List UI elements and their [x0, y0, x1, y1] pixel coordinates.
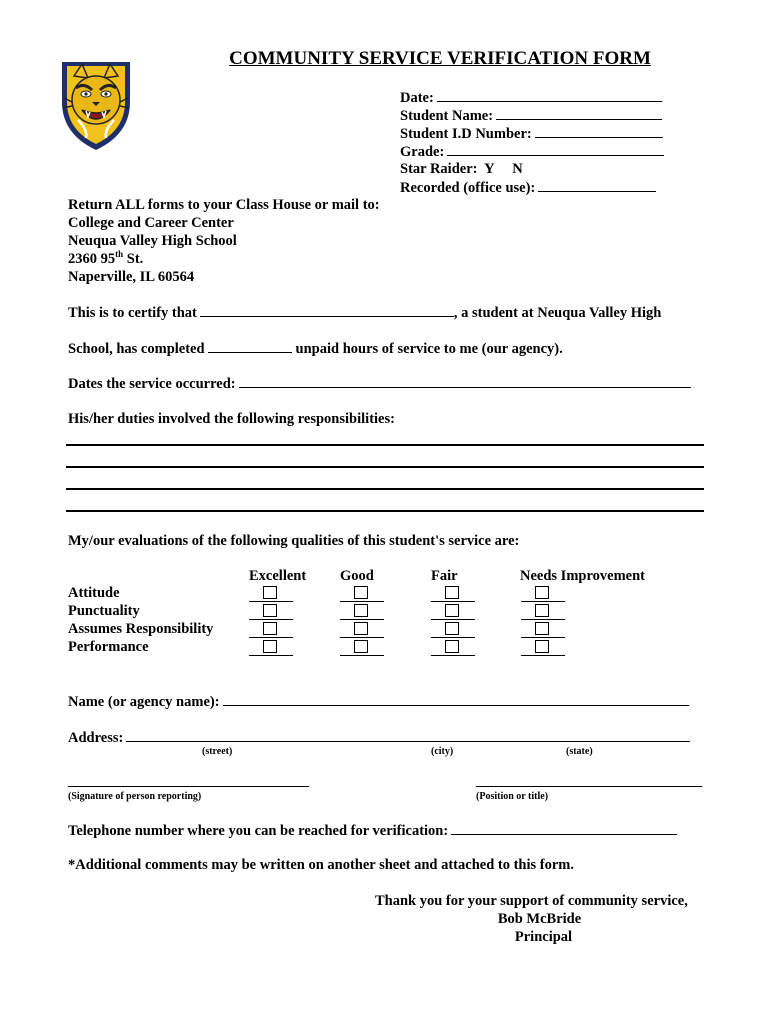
column-needs-improvement: Needs Improvement — [520, 568, 645, 584]
duties-label: His/her duties involved the following responsibilities: — [68, 411, 395, 427]
return-address-street: 2360 95th St. — [68, 249, 144, 267]
closing-thanks: Thank you for your support of community service, — [375, 893, 688, 909]
address-street-label: (street) — [202, 746, 233, 757]
punctuality-excellent-checkbox[interactable] — [249, 603, 293, 620]
student-name-blank[interactable] — [200, 304, 454, 317]
dates-field[interactable]: Dates the service occurred: — [68, 375, 691, 393]
student-id-field[interactable]: Student I.D Number: — [400, 125, 663, 143]
row-attitude: Attitude — [68, 585, 120, 601]
star-raider-field[interactable]: Star Raider: Y N — [400, 161, 523, 177]
duties-line[interactable] — [66, 488, 704, 490]
principal-name: Bob McBride — [497, 911, 582, 927]
attitude-excellent-checkbox[interactable] — [249, 585, 293, 602]
address-state-label: (state) — [566, 746, 593, 757]
hours-line: School, has completed unpaid hours of service to me (our agency). — [68, 341, 563, 357]
performance-excellent-checkbox[interactable] — [249, 639, 293, 656]
return-instruction: Return ALL forms to your Class House or mail to: — [68, 197, 380, 213]
comments-note: *Additional comments may be written on another sheet and attached to this form. — [68, 857, 574, 873]
telephone-field[interactable]: Telephone number where you can be reached for verification: — [68, 822, 677, 840]
column-good: Good — [340, 568, 374, 584]
responsibility-fair-checkbox[interactable] — [431, 621, 475, 638]
certify-line: This is to certify that , a student at Neuqua Valley High — [68, 305, 662, 321]
column-fair: Fair — [431, 568, 458, 584]
evaluation-intro: My/our evaluations of the following qualities of this student's service are: — [68, 533, 520, 549]
attitude-good-checkbox[interactable] — [340, 585, 384, 602]
responsibility-good-checkbox[interactable] — [340, 621, 384, 638]
responsibility-excellent-checkbox[interactable] — [249, 621, 293, 638]
agency-name-field[interactable]: Name (or agency name): — [68, 693, 689, 711]
attitude-fair-checkbox[interactable] — [431, 585, 475, 602]
duties-line[interactable] — [66, 444, 704, 446]
position-label: (Position or title) — [476, 791, 549, 802]
punctuality-needs-improvement-checkbox[interactable] — [521, 603, 565, 620]
student-name-field[interactable]: Student Name: — [400, 107, 662, 125]
return-address-line: Neuqua Valley High School — [68, 233, 237, 249]
performance-fair-checkbox[interactable] — [431, 639, 475, 656]
return-address-line: College and Career Center — [68, 215, 234, 231]
return-address-city: Naperville, IL 60564 — [68, 269, 195, 285]
duties-line[interactable] — [66, 466, 704, 468]
wildcat-crest-logo — [58, 58, 134, 152]
hours-blank[interactable] — [208, 340, 292, 353]
row-assumes-responsibility: Assumes Responsibility — [68, 621, 214, 637]
performance-needs-improvement-checkbox[interactable] — [521, 639, 565, 656]
column-excellent: Excellent — [249, 568, 307, 584]
punctuality-fair-checkbox[interactable] — [431, 603, 475, 620]
signature-line[interactable] — [68, 786, 309, 787]
row-punctuality: Punctuality — [68, 603, 140, 619]
address-field[interactable]: Address: — [68, 729, 690, 747]
principal-title: Principal — [514, 929, 573, 945]
form-title: COMMUNITY SERVICE VERIFICATION FORM — [229, 48, 651, 69]
responsibility-needs-improvement-checkbox[interactable] — [521, 621, 565, 638]
date-field[interactable]: Date: — [400, 89, 662, 107]
recorded-office-field[interactable]: Recorded (office use): — [400, 179, 656, 197]
row-performance: Performance — [68, 639, 149, 655]
attitude-needs-improvement-checkbox[interactable] — [521, 585, 565, 602]
address-city-label: (city) — [431, 746, 454, 757]
punctuality-good-checkbox[interactable] — [340, 603, 384, 620]
grade-field[interactable]: Grade: — [400, 143, 664, 161]
duties-line[interactable] — [66, 510, 704, 512]
performance-good-checkbox[interactable] — [340, 639, 384, 656]
position-line[interactable] — [476, 786, 702, 787]
signature-label: (Signature of person reporting) — [68, 791, 202, 802]
